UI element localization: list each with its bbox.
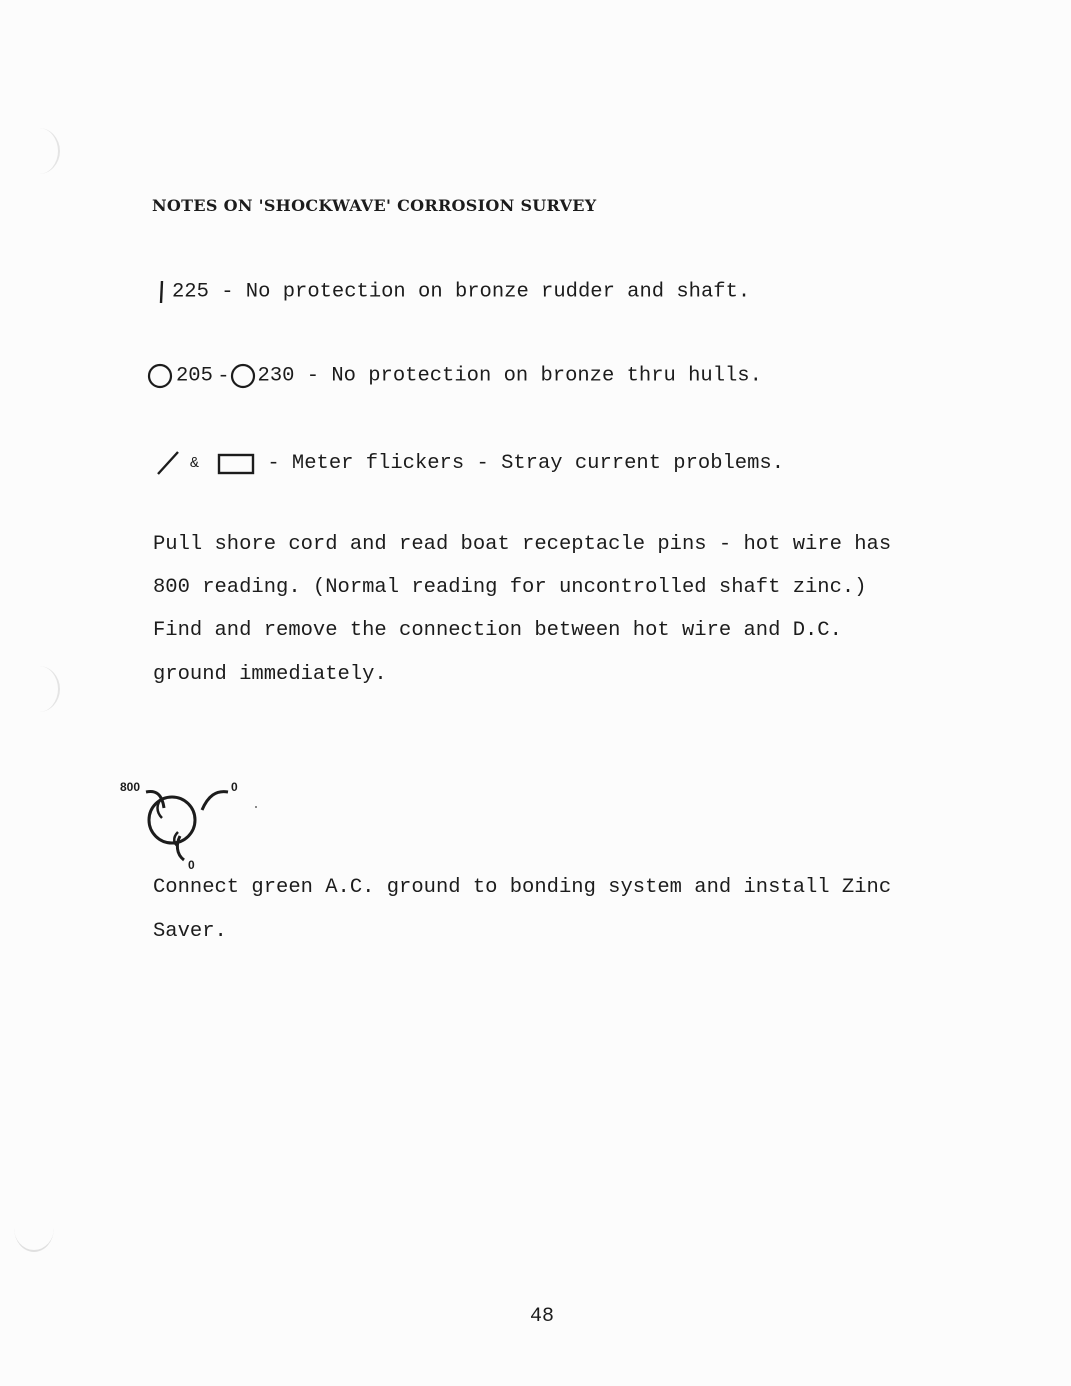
paragraph-line: Saver. [153, 920, 227, 943]
ampersand-text: & [190, 454, 200, 472]
note-thru-hulls [146, 362, 762, 390]
pin-label-ground: 0 [188, 858, 195, 872]
page-number: 48 [530, 1305, 555, 1328]
note-number: 205 [176, 364, 213, 388]
paragraph-line: 800 reading. (Normal reading for uncontrolled shaft zinc.) [153, 576, 867, 599]
note-dash: - [217, 364, 230, 388]
paragraph-line: Find and remove the connection between hot wire and D.C. [153, 619, 842, 642]
pin-label-hot: 800 [120, 780, 141, 794]
paragraph-line: Pull shore cord and read boat receptacle pins - hot wire has [153, 533, 892, 556]
note-text: 225 - No protection on bronze rudder and shaft. [172, 280, 751, 304]
paragraph-line: ground immediately. [153, 663, 387, 686]
paragraph-line: Connect green A.C. ground to bonding system and install Zinc [153, 876, 892, 899]
rectangle-icon [215, 449, 259, 477]
note-rudder [150, 278, 750, 306]
page-title: NOTES ON 'SHOCKWAVE' CORROSION SURVEY [152, 196, 597, 215]
pin-label-neutral: 0 [231, 780, 238, 794]
punch-hole-mark [18, 128, 60, 174]
punch-hole-mark [18, 666, 60, 712]
circle-icon [146, 362, 176, 390]
shore-plug-diagram [118, 774, 258, 874]
note-meter-flickers [154, 448, 784, 478]
note-text: - Meter flickers - Stray current problems. [267, 451, 785, 475]
slash-icon [154, 448, 182, 478]
note-text: 230 - No protection on bronze thru hulls. [257, 364, 762, 388]
vertical-bar-icon [150, 278, 172, 306]
circle-icon [230, 362, 258, 390]
punch-hole-mark [14, 1204, 54, 1252]
